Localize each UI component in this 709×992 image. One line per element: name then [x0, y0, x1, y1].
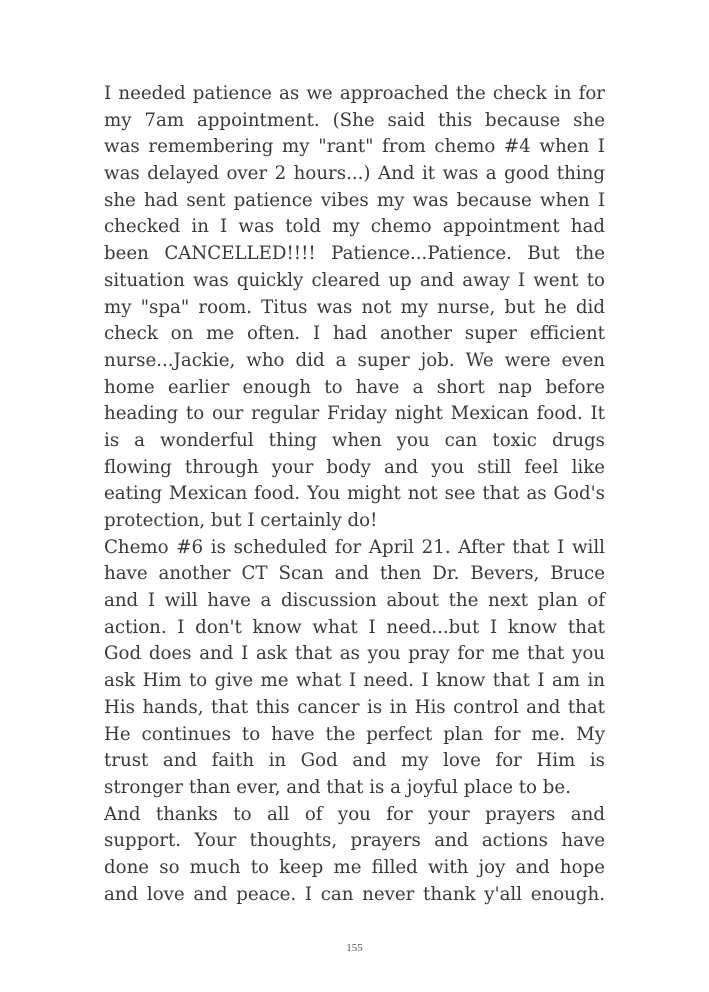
text-line: have another CT Scan and then Dr. Bevers, Bruce	[104, 563, 605, 585]
text-line: done so much to keep me filled with joy and hope	[104, 856, 605, 878]
text-line: is a wonderful thing when you can toxic drugs	[104, 429, 605, 451]
paragraph	[104, 81, 605, 535]
text-line: check on me often. I had another super efficient	[104, 323, 605, 345]
text-line: eating Mexican food. You might not see that as God's	[104, 483, 605, 505]
text-line: my 7am appointment. (She said this because she	[104, 109, 605, 131]
text-line: and love and peace. I can never thank y'all enough.	[104, 883, 605, 905]
page-number: 155	[346, 942, 363, 954]
text-line: protection, but I certainly do!	[104, 510, 378, 531]
text-line: checked in I was told my chemo appointment had	[104, 216, 605, 238]
text-line: and I will have a discussion about the next plan of	[104, 590, 605, 612]
text-line: was remembering my "rant" from chemo #4 when I	[104, 136, 605, 158]
text-line: He continues to have the perfect plan for me. My	[104, 723, 605, 745]
text-line: home earlier enough to have a short nap before	[104, 376, 605, 398]
text-line: been CANCELLED!!!! Patience...Patience. But the	[104, 243, 605, 265]
text-line: flowing through your body and you still feel like	[104, 456, 605, 478]
text-line: God does and I ask that as you pray for me that you	[104, 643, 605, 665]
text-line: I needed patience as we approached the check in for	[104, 83, 605, 104]
text-line: my "spa" room. Titus was not my nurse, but he did	[104, 296, 605, 318]
text-line: support. Your thoughts, prayers and actions have	[104, 830, 605, 852]
text-line: nurse...Jackie, who did a super job. We were even	[104, 349, 605, 371]
text-line: ask Him to give me what I need. I know that I am in	[104, 670, 605, 692]
text-line: situation was quickly cleared up and away I went to	[104, 269, 605, 291]
paragraph	[104, 535, 605, 802]
text-line: action. I don't know what I need...but I know that	[104, 616, 605, 638]
text-line: was delayed over 2 hours...) And it was a good thing	[104, 163, 605, 185]
text-line: trust and faith in God and my love for Him is	[104, 750, 605, 772]
text-line: Chemo #6 is scheduled for April 21. After that I will	[104, 536, 605, 558]
text-line: And thanks to all of you for your prayers and	[104, 803, 605, 825]
paragraph	[104, 802, 605, 909]
text-line: His hands, that this cancer is in His control and that	[104, 696, 605, 718]
text-line: heading to our regular Friday night Mexican food. It	[104, 403, 605, 425]
body-text	[104, 81, 605, 908]
text-line: she had sent patience vibes my was because when I	[104, 189, 605, 211]
text-line: stronger than ever, and that is a joyful place to be.	[104, 776, 571, 798]
